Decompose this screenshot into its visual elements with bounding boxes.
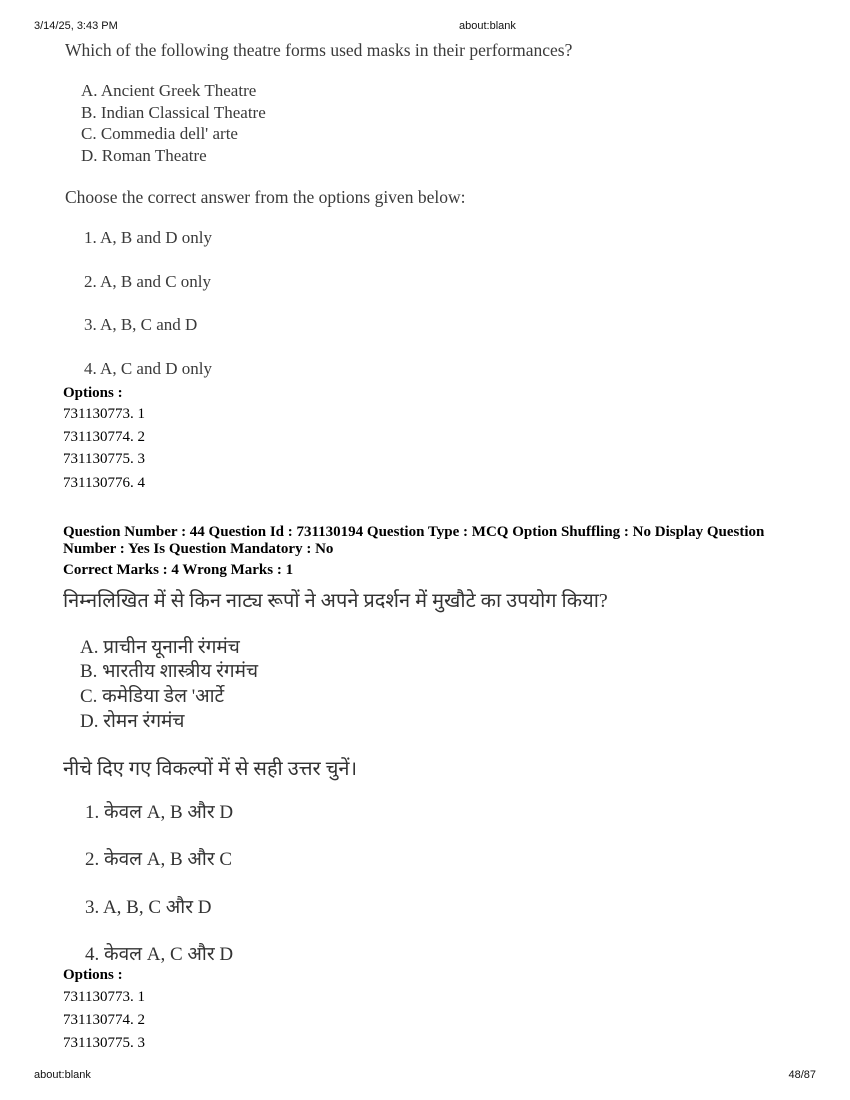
print-header-url: about:blank [459, 20, 516, 32]
option-id: 731130773. 1 [63, 406, 145, 422]
statement-d: D. Roman Theatre [81, 146, 207, 165]
option-id: 731130773. 1 [63, 989, 145, 1005]
option-id: 731130774. 2 [63, 429, 145, 445]
statement-b-hindi: B. भारतीय शास्त्रीय रंगमंच [80, 661, 259, 682]
statement-b: B. Indian Classical Theatre [81, 103, 266, 122]
statement-a-hindi: A. प्राचीन यूनानी रंगमंच [80, 637, 240, 658]
option-id: 731130774. 2 [63, 1012, 145, 1028]
page-number: 48/87 [788, 1069, 816, 1081]
answer-3: 3. A, B, C and D [84, 315, 198, 334]
options-label: Options : [63, 967, 123, 983]
question-meta: Question Number : 44 Question Id : 731130194 Question Type : MCQ Option Shuffling : No Display Question [63, 524, 765, 540]
statement-c: C. Commedia dell' arte [81, 124, 238, 143]
question-text: Which of the following theatre forms used masks in their performances? [65, 40, 573, 60]
answer-4: 4. A, C and D only [84, 359, 212, 378]
option-id: 731130776. 4 [63, 475, 145, 491]
print-datetime: 3/14/25, 3:43 PM [34, 20, 118, 32]
statement-c-hindi: C. कमेडिया डेल 'आर्टे [80, 686, 225, 707]
options-label: Options : [63, 385, 123, 401]
answer-2: 2. A, B and C only [84, 272, 212, 291]
choose-instruction-hindi: नीचे दिए गए विकल्पों में से सही उत्तर चुनें। [63, 758, 358, 780]
option-id: 731130775. 3 [63, 451, 145, 467]
question-text-hindi: निम्नलिखित में से किन नाट्य रूपों ने अपने प्रदर्शन में मुखौटे का उपयोग किया? [63, 590, 608, 612]
option-id: 731130775. 3 [63, 1035, 145, 1051]
answer-1-hindi: 1. केवल A, B और D [85, 802, 234, 823]
answer-2-hindi: 2. केवल A, B और C [85, 849, 233, 870]
answer-4-hindi: 4. केवल A, C और D [85, 944, 234, 965]
answer-1: 1. A, B and D only [84, 228, 212, 247]
question-meta-cont: Number : Yes Is Question Mandatory : No [63, 541, 334, 557]
answer-3-hindi: 3. A, B, C और D [85, 897, 212, 918]
question-marks: Correct Marks : 4 Wrong Marks : 1 [63, 562, 294, 578]
statement-d-hindi: D. रोमन रंगमंच [80, 711, 185, 732]
print-footer-url: about:blank [34, 1069, 91, 1081]
choose-instruction: Choose the correct answer from the options given below: [65, 187, 466, 207]
statement-a: A. Ancient Greek Theatre [81, 81, 257, 100]
